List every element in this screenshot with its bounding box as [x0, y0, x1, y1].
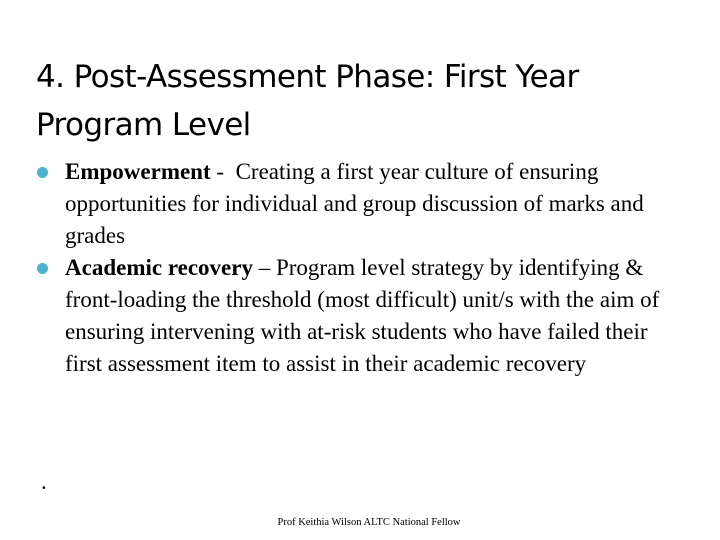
bullet-separator: –	[252, 255, 276, 280]
bullet-text: Program level strategy by identifying & front-loading the threshold (most difficult) unit/s with the aim of ensuring intervening with at-risk students who have failed their first assessment item to assist in their academic recovery	[65, 255, 660, 376]
bullet-term: Empowerment	[65, 159, 211, 184]
bullet-item-empowerment	[17, 156, 677, 252]
slide-footer: Prof Keithia Wilson ALTC National Fellow	[277, 517, 461, 528]
bullet-item-academic-recovery	[17, 252, 677, 380]
round-bullet-icon	[37, 263, 48, 274]
bullet-text: Creating a first year culture of ensuring opportunities for individual and group discussion of marks and grades	[65, 159, 644, 248]
slide-title: 4. Post-Assessment Phase: First Year Program Level	[36, 59, 579, 143]
stray-mark: .	[41, 469, 47, 494]
bullet-list	[17, 156, 677, 380]
bullet-separator: -	[210, 159, 236, 184]
bullet-term: Academic recovery	[65, 255, 253, 280]
round-bullet-icon	[37, 167, 48, 178]
